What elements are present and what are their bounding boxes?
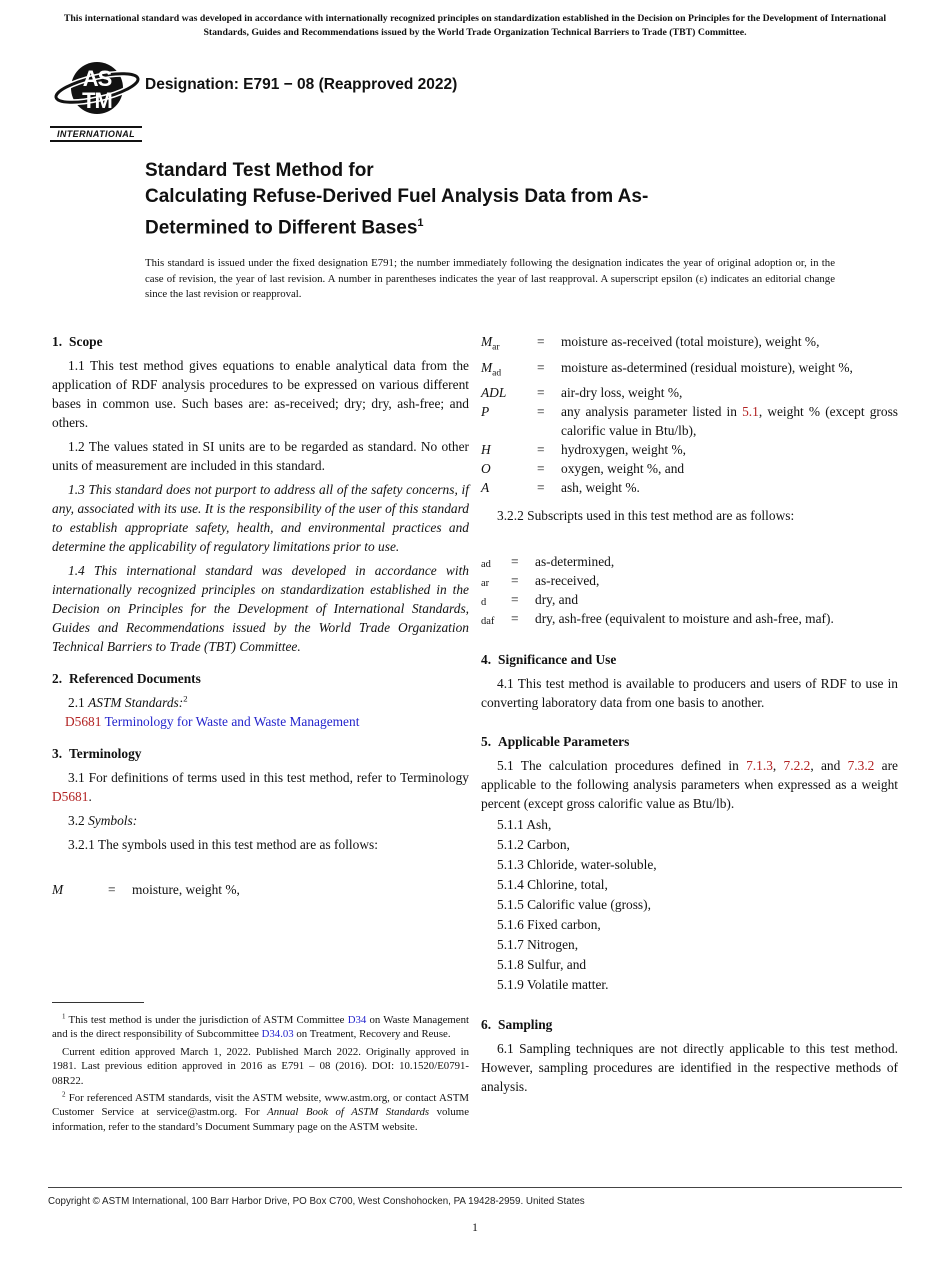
symbol-base: O bbox=[481, 461, 491, 477]
footnote-2 bbox=[52, 1091, 469, 1134]
symbol bbox=[481, 440, 537, 459]
equals-sign: = bbox=[108, 882, 116, 897]
list-item: 5.1.3 Chloride, water-soluble, bbox=[497, 857, 657, 873]
paragraph-6-1: 6.1 Sampling techniques are not directly applicable to this test method. However, sampling procedures are identified in the respective methods of analysis. bbox=[481, 1041, 898, 1095]
subscript-symbol: ar bbox=[481, 578, 490, 590]
inline-link[interactable]: 5.1 bbox=[742, 404, 759, 420]
section-6-label: Sampling bbox=[498, 1017, 553, 1033]
symbol bbox=[481, 478, 537, 497]
text-segment: 2 bbox=[183, 693, 188, 704]
symbol bbox=[52, 880, 108, 899]
section-1-number: 1. bbox=[52, 334, 63, 349]
subscript-description: dry, and bbox=[535, 592, 579, 608]
list-item: 5.1.2 Carbon, bbox=[497, 837, 570, 853]
section-6-heading bbox=[481, 1015, 898, 1034]
text-segment: , bbox=[772, 758, 784, 774]
symbol bbox=[481, 402, 537, 440]
inline-link[interactable]: 7.2.2 bbox=[783, 758, 811, 774]
paragraph-1-2: 1.2 The values stated in SI units are to be regarded as standard. No other units of measurement are included in this standard. bbox=[52, 439, 469, 473]
section-4-label: Significance and Use bbox=[498, 652, 617, 668]
list-item: 5.1.5 Calorific value (gross), bbox=[497, 897, 651, 913]
text-segment: 1 bbox=[62, 1012, 66, 1021]
paragraph-3-1 bbox=[52, 768, 469, 806]
equals-sign: = bbox=[511, 611, 519, 627]
paragraph-1-3: 1.3 This standard does not purport to address all of the safety concerns, if any, associated with its use. It is the responsibility of the user of this standard to establish appropriate safety, health, and environmental practices and determine the applicability of regulatory limitations prior to use. bbox=[52, 482, 469, 554]
symbol-base: M bbox=[52, 882, 64, 897]
text-segment: on Treatment, Recovery and Reuse. bbox=[293, 1028, 451, 1041]
section-3-number: 3. bbox=[52, 746, 63, 761]
symbol-row bbox=[52, 880, 469, 899]
title-line-1: Standard Test Method for bbox=[145, 160, 374, 181]
designation: Designation: E791 − 08 (Reapproved 2022) bbox=[145, 76, 458, 93]
subscript-symbol: ad bbox=[481, 559, 491, 571]
symbol bbox=[481, 383, 537, 402]
symbol bbox=[481, 332, 537, 358]
paragraph-2-1 bbox=[52, 693, 469, 712]
section-6-number: 6. bbox=[481, 1017, 492, 1033]
inline-link[interactable]: Terminology for Waste and Waste Management bbox=[104, 714, 360, 729]
text-segment: ASTM Standards: bbox=[88, 695, 184, 710]
footnotes bbox=[52, 1002, 469, 1134]
title-line-2: Calculating Refuse-Derived Fuel Analysis Data from As- bbox=[145, 186, 649, 207]
equals-sign: = bbox=[511, 592, 519, 608]
text-segment: 5.1 The calculation procedures defined in bbox=[497, 758, 747, 774]
symbol-subscript: ar bbox=[492, 342, 500, 353]
symbol-base: M bbox=[481, 334, 493, 349]
copyright-line: Copyright © ASTM International, 100 Barr Harbor Drive, PO Box C700, West Conshohocken, PA 19428-2959. United States bbox=[48, 1196, 585, 1207]
right-column bbox=[481, 332, 898, 1096]
section-4-number: 4. bbox=[481, 652, 492, 668]
left-column bbox=[52, 332, 469, 899]
symbol-row bbox=[481, 383, 898, 402]
list-item: 5.1.8 Sulfur, and bbox=[497, 957, 587, 973]
inline-link[interactable]: D34 bbox=[347, 1014, 367, 1026]
footnote-rule bbox=[52, 1002, 144, 1003]
paragraph-3-2-2: 3.2.2 Subscripts used in this test method are as follows: bbox=[497, 508, 795, 524]
title-footnote-ref: 1 bbox=[417, 217, 424, 229]
list-item: 5.1.1 Ash, bbox=[497, 817, 552, 833]
section-5-number: 5. bbox=[481, 734, 492, 750]
paragraph-3-2 bbox=[52, 811, 469, 830]
section-3-label: Terminology bbox=[69, 746, 142, 761]
paragraph-1-1: 1.1 This test method gives equations to enable analytical data from the application of RDF analysis procedures to be expressed on various different bases in common use. Such bases are: as-received; dry; dry, ash-free; and others. bbox=[52, 358, 469, 430]
subscript-description: as-determined, bbox=[535, 554, 615, 570]
subscripts-table bbox=[481, 552, 898, 628]
inline-link[interactable]: D34.03 bbox=[261, 1028, 294, 1041]
subscript-row bbox=[481, 571, 898, 590]
equals-sign: = bbox=[511, 554, 519, 570]
symbol-description bbox=[561, 402, 898, 440]
symbol bbox=[481, 358, 537, 384]
subscript-row bbox=[481, 609, 898, 628]
inline-link[interactable]: D5681 bbox=[52, 789, 89, 804]
astm-logo bbox=[50, 58, 142, 142]
subscript-symbol: d bbox=[481, 597, 487, 609]
symbol-base: A bbox=[481, 480, 490, 496]
text-segment: , and bbox=[810, 758, 848, 774]
symbol-row bbox=[481, 459, 898, 478]
equals-sign: = bbox=[537, 334, 545, 349]
section-3-heading bbox=[52, 744, 469, 763]
inline-link[interactable]: 7.1.3 bbox=[746, 758, 773, 774]
svg-text:TM: TM bbox=[82, 88, 112, 113]
subscript-description: as-received, bbox=[535, 573, 600, 589]
text-segment: 3.2 bbox=[68, 813, 89, 828]
symbol-row bbox=[481, 478, 898, 497]
paragraph-4-1: 4.1 This test method is available to producers and users of RDF to use in converting laboratory data from one basis to another. bbox=[481, 676, 898, 711]
text-segment: volume information, refer to the standard’s Document Summary page on the ASTM website. bbox=[52, 1106, 469, 1133]
list-item: 5.1.9 Volatile matter. bbox=[497, 977, 609, 993]
paragraph-5-1 bbox=[481, 756, 898, 813]
astm-globe-icon bbox=[52, 58, 140, 120]
symbol-row bbox=[481, 332, 898, 358]
symbol-description: hydroxygen, weight %, bbox=[561, 442, 686, 458]
text-segment: . bbox=[88, 789, 92, 804]
title-line-3 bbox=[145, 210, 855, 241]
equals-sign: = bbox=[537, 385, 545, 401]
symbol bbox=[481, 459, 537, 478]
text-segment: any analysis parameter listed in bbox=[561, 404, 743, 420]
section-4-heading bbox=[481, 650, 898, 669]
equals-sign: = bbox=[537, 442, 545, 458]
subscript-row bbox=[481, 590, 898, 609]
equals-sign: = bbox=[511, 573, 519, 589]
symbol-subscript: ad bbox=[492, 368, 502, 379]
paragraph-3-2-1: 3.2.1 The symbols used in this test method are as follows: bbox=[68, 837, 378, 852]
symbol-base: H bbox=[481, 442, 491, 458]
text-segment: on Waste Management and is the direct responsibility of Subcommittee bbox=[52, 1014, 469, 1041]
wto-notice: This international standard was developed in accordance with internationally recognized principles on standardization established in the Decision on Principles for the Development of International Standards, Guides and Recommendations issued by the World Trade Organization Technical Barriers to Trade (TBT) Committee. bbox=[63, 13, 887, 38]
equals-sign: = bbox=[537, 461, 545, 477]
section-1-heading bbox=[52, 332, 469, 351]
symbol-description: oxygen, weight %, and bbox=[561, 461, 685, 477]
symbol-base: M bbox=[481, 359, 493, 375]
symbol-description: ash, weight %. bbox=[561, 480, 640, 496]
text-segment: Symbols: bbox=[88, 813, 138, 828]
text-segment: 2.1 bbox=[68, 695, 89, 710]
footer-rule bbox=[48, 1187, 902, 1188]
issued-note: This standard is issued under the fixed designation E791; the number immediately following the designation indicates the year of original adoption or, in the case of revision, the year of last revision. A number in parentheses indicates the year of last reapproval. A superscript epsilon (ε) indicates an editorial change since the last revision or reapproval. bbox=[145, 257, 835, 300]
document-title bbox=[145, 158, 855, 241]
referenced-standard-line bbox=[52, 712, 469, 731]
text-segment: Annual Book of ASTM Standards bbox=[267, 1106, 430, 1119]
title-line-3-text: Determined to Different Bases bbox=[145, 217, 418, 239]
symbols-table-left bbox=[52, 880, 469, 899]
symbol-description: moisture as-determined (residual moisture), weight %, bbox=[561, 359, 853, 375]
list-item: 5.1.7 Nitrogen, bbox=[497, 937, 579, 953]
symbol-row bbox=[481, 358, 898, 384]
footnote-1 bbox=[52, 1013, 469, 1042]
text-segment: This test method is under the jurisdiction of ASTM Committee bbox=[65, 1014, 348, 1026]
text-segment: are applicable to the following analysis parameters when expressed as a weight percent (except gross calorific value as Btu/lb). bbox=[481, 758, 898, 812]
equals-sign: = bbox=[537, 404, 545, 420]
text-segment: For referenced ASTM standards, visit the ASTM website, www.astm.org, or contact ASTM Customer Service at service@astm.org. For bbox=[52, 1092, 469, 1119]
section-2-number: 2. bbox=[52, 671, 63, 686]
symbol-row bbox=[481, 440, 898, 459]
symbol-base: ADL bbox=[481, 385, 507, 401]
subscript-description: dry, ash-free (equivalent to moisture and ash-free, maf). bbox=[535, 611, 834, 627]
section-2-label: Referenced Documents bbox=[69, 671, 201, 686]
svg-text:AS: AS bbox=[82, 66, 112, 91]
section-2-heading bbox=[52, 669, 469, 688]
inline-link[interactable]: D5681 bbox=[65, 714, 102, 729]
section-5-label: Applicable Parameters bbox=[498, 734, 630, 750]
section-5-heading bbox=[481, 732, 898, 751]
text-segment: 3.1 For definitions of terms used in this test method, refer to Terminology bbox=[68, 770, 469, 785]
applicable-parameters-list bbox=[481, 815, 898, 995]
subscript-symbol: daf bbox=[481, 616, 495, 628]
text-segment: 2 bbox=[62, 1090, 66, 1099]
footnote-edition: Current edition approved March 1, 2022. Published March 2022. Originally approved in 1981. Last previous edition approved in 2016 as E791 – 08 (2016). DOI: 10.1520/E0791-08R22. bbox=[52, 1045, 469, 1087]
symbol-base: P bbox=[481, 404, 490, 420]
symbol-row bbox=[481, 402, 898, 440]
symbol-description: moisture as-received (total moisture), weight %, bbox=[561, 334, 820, 349]
astm-logo-international-label: INTERNATIONAL bbox=[50, 126, 142, 142]
inline-link[interactable]: 7.3.2 bbox=[847, 758, 875, 774]
subscript-row bbox=[481, 552, 898, 571]
symbols-table-right bbox=[481, 332, 898, 497]
paragraph-1-4: 1.4 This international standard was developed in accordance with internationally recognized principles on standardization established in the Decision on Principles for the Development of International Standards, Guides and Recommendations issued by the World Trade Organization Technical Barriers to Trade (TBT) Committee. bbox=[52, 563, 469, 654]
equals-sign: = bbox=[537, 359, 545, 375]
section-1-label: Scope bbox=[69, 334, 103, 349]
page-number: 1 bbox=[472, 1222, 478, 1234]
list-item: 5.1.6 Fixed carbon, bbox=[497, 917, 601, 933]
symbol-description: moisture, weight %, bbox=[132, 882, 240, 897]
list-item: 5.1.4 Chlorine, total, bbox=[497, 877, 608, 893]
symbol-description: air-dry loss, weight %, bbox=[561, 385, 683, 401]
equals-sign: = bbox=[537, 480, 545, 496]
text-segment: , weight % (except gross calorific value in Btu/lb), bbox=[561, 404, 898, 439]
